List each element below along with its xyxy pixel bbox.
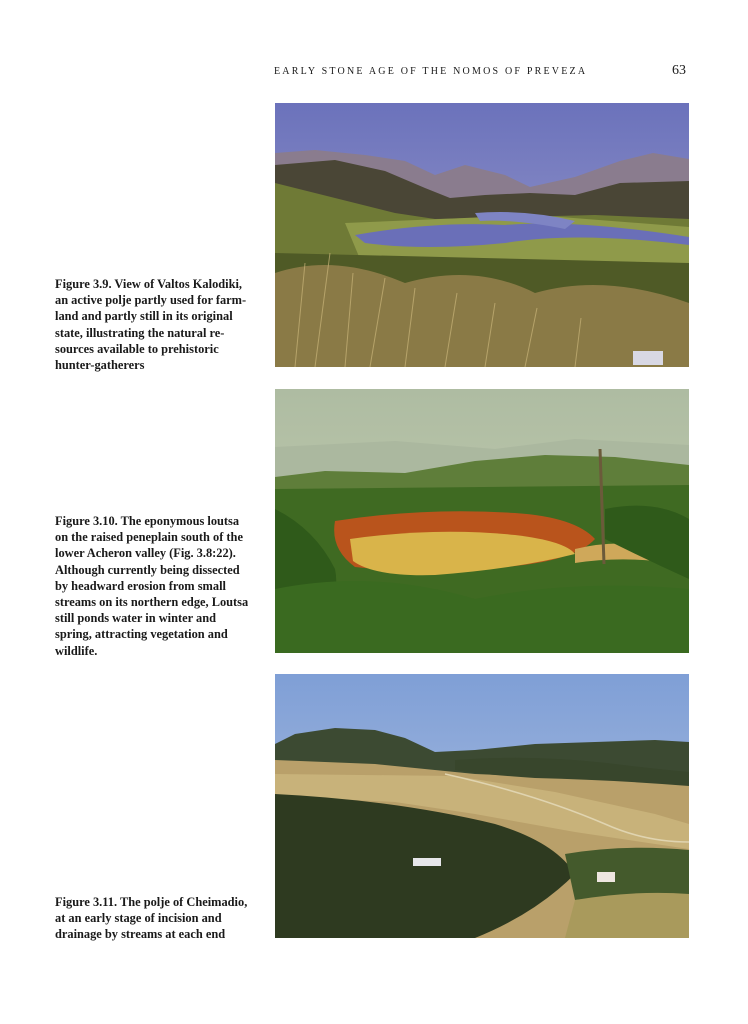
figure-3-11-caption	[55, 894, 255, 943]
caption-line: state, illustrating the natural re-	[55, 325, 225, 340]
caption-line: land and partly still in its original	[55, 309, 233, 324]
caption-line: Figure 3.10. The eponymous loutsa	[55, 514, 240, 528]
figure-3-9-photo	[275, 103, 689, 367]
caption-line: by headward erosion from small	[55, 578, 226, 593]
caption-line: sources available to prehistoric	[55, 341, 219, 356]
caption-line: Figure 3.11. The polje of Cheimadio,	[55, 895, 248, 909]
caption-line: lower Acheron valley (Fig. 3.8:22).	[55, 546, 236, 561]
running-head: EARLY STONE AGE OF THE NOMOS OF PREVEZA	[274, 66, 588, 77]
caption-line: at an early stage of incision and	[55, 911, 222, 926]
caption-line: Although currently being dissected	[55, 562, 240, 577]
caption-line: still ponds water in winter and	[55, 611, 216, 626]
caption-line: streams on its northern edge, Loutsa	[55, 595, 249, 610]
caption-line: Figure 3.9. View of Valtos Kalodiki,	[55, 277, 243, 291]
figure-3-9-caption	[55, 276, 255, 373]
caption-line: hunter-gatherers	[55, 358, 145, 373]
page-number: 63	[672, 63, 686, 78]
caption-line: an active polje partly used for farm-	[55, 293, 247, 308]
figure-3-10-photo	[275, 389, 689, 653]
caption-line: on the raised peneplain south of the	[55, 530, 243, 545]
caption-line: wildlife.	[55, 643, 98, 658]
caption-line: drainage by streams at each end	[55, 927, 226, 942]
caption-line: spring, attracting vegetation and	[55, 627, 228, 642]
figure-3-10-caption	[55, 513, 255, 659]
figure-3-11-photo	[275, 674, 689, 938]
